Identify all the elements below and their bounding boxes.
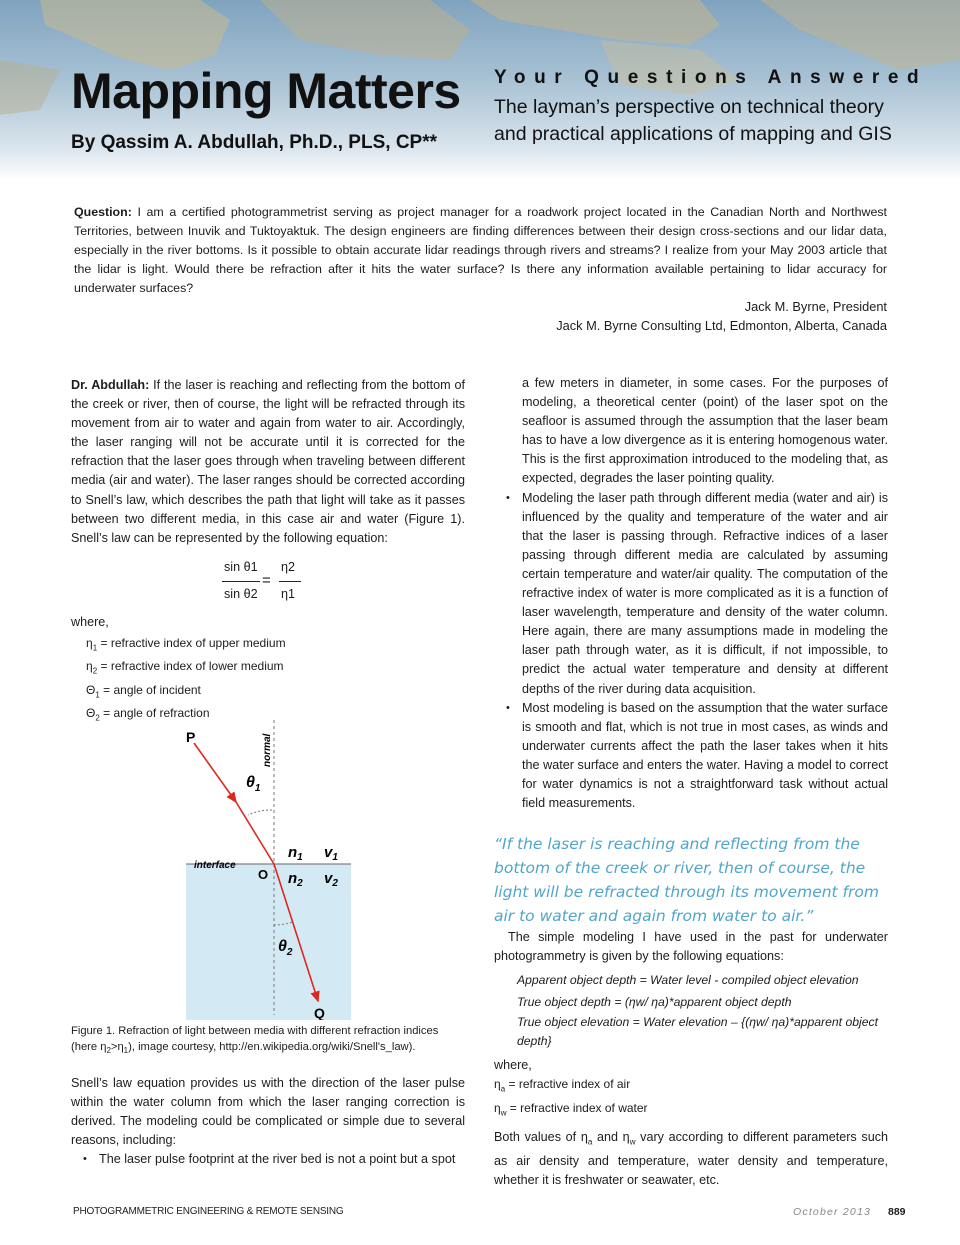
eq-denominator-left: sin θ2 [224,587,258,601]
equation-line: True object elevation = Water elevation – {(ηw/ ηa)*apparent object depth} [517,1015,878,1048]
theta2-label: $\theta_2$ [278,938,293,958]
definition-item: $\eta_2$ = refractive index of lower medium [86,659,284,676]
signature-name: Jack M. Byrne, President [744,299,887,314]
answer-paragraph-1: If the laser is reaching and reflecting from the bottom of the creek or river, then of course, the light will be refracted through its movement from air to water and again from water to air. Accordingly, the laser ranging will not be accurate until it is corrected for the refraction that the laser goes through when traveling between different media (air and water). The laser ranges should be corrected according to Snell’s law, which describes the path that light will take as it passes between two different media, in this case air and water (Figure 1). Snell’s law can be represented by the following equation: [71,378,465,545]
where-block [494,1056,888,1190]
n1-label: $n_1$ [288,844,303,863]
right-column-text [494,374,888,813]
closing-paragraph: Both values of $\eta_a$ and $\eta_w$ vary according to different parameters such as air density and temperature, water density and temperature, whether it is freshwater or seawater, etc. [494,1130,889,1187]
where-label: where, [494,1058,532,1072]
figure-caption: Figure 1. Refraction of light between media with different refraction indices (here $\eta_2>\eta_1$), image courtesy, http://en.wikipedia.org/wiki/Snell's_law). [71,1025,439,1056]
definition-item: $\eta_1$ = refractive index of upper medium [86,636,286,653]
point-q-label: Q [314,1005,325,1020]
theta1-label: $\theta_1$ [246,774,261,794]
eq-denominator-right: η1 [281,587,296,601]
footer-journal: PHOTOGRAMMETRIC ENGINEERING & REMOTE SENSING [73,1206,344,1217]
definition-item: $\eta_a$ = refractive index of air [494,1077,631,1094]
v1-label: $v_1$ [324,844,338,863]
eq-equals: = [262,572,271,589]
list-item-continued: a few meters in diameter, in some cases. For the purposes of modeling, a theoretical center (point) of the laser spot on the seafloor is assumed through the assumption that the laser beam has to have a low divergence as it is entering homogenous water. This is the first approximation introduced to the modeling that, as expected, degrades the laser pointing quality. [522,376,888,486]
eq-numerator-left: sin θ1 [224,560,258,574]
equation-line: True object depth = (ηw/ ηa)*apparent object depth [517,994,792,1009]
list-item: • The laser pulse footprint at the river bed is not a point but a spot [71,1150,465,1169]
answer-label: Dr. Abdullah: [71,378,150,392]
reasons-list-part2 [494,489,888,814]
definition-item: $\Theta_2$ = angle of refraction [86,706,210,723]
pull-quote: “If the laser is reaching and reflecting from the bottom of the creek or river, then of course, the light will be refracted through its movement from air to water and again from water to air.” [494,835,879,925]
modeling-equations [517,970,892,1051]
footer-date: October 2013 [793,1206,872,1218]
modeling-intro [494,928,888,966]
snells-law-equation [222,560,302,610]
page-title: Mapping Matters [71,63,461,119]
incident-ray-arrow [194,743,236,802]
interface-label: interface [194,860,236,871]
answer-paragraph-3: The simple modeling I have used in the past for underwater photogrammetry is given by the following equations: [494,930,888,964]
n2-label: $n_2$ [288,870,303,889]
fraction-bar [279,581,301,582]
definition-item: $\eta_w$ = refractive index of water [494,1100,648,1117]
theta1-arc [248,810,272,815]
point-o-label: O [258,867,269,882]
v2-label: $v_2$ [324,870,338,889]
question-label: Question: [74,205,132,219]
answer-intro [71,376,465,548]
fraction-bar [222,581,260,582]
incident-ray [236,802,274,864]
answer-paragraph-2: Snell’s law equation provides us with the direction of the laser pulse within the water column from which the laser ranging correction is derived. The modeling could be complicated or simple due to several reasons, including: [71,1076,465,1148]
author-byline: By Qassim A. Abdullah, Ph.D., PLS, CP** [71,132,438,153]
refraction-diagram [186,715,356,1020]
answer-paragraph-2-block [71,1074,465,1169]
list-item: • Most modeling is based on the assumption that the water surface is smooth and flat, which is not true in most cases, as winds and underwater currents affect the path the laser takes when it hits the water surface and enters the water. Having a model to correct for water dynamics is not a straightforward task without actual field measurements. [494,699,888,814]
water-region [186,864,351,1020]
definition-item: $\Theta_1$ = angle of incident [86,682,201,700]
question-paragraph [74,203,887,298]
normal-label: normal [262,733,273,767]
section-heading: Your Questions Answered [494,67,928,88]
section-subtitle: The layman’s perspective on technical theory and practical applications of mapping and GIS [494,96,892,145]
question-text: I am a certified photogrammetrist serving as project manager for a roadwork project located in the Canadian North and Northwest Territories, between Inuvik and Tuktoyaktuk. The design engineers are finding differences between their design cross-sections and our lidar data, especially in the river bottoms. Is it possible to obtain accurate lidar readings through rivers and streams? I realize from your May 2003 article that the lidar is light. Would there be refraction after it hits the water surface? Is there any information available pertaining to lidar accuracy for underwater surfaces? [74,205,887,296]
point-p-label: P [186,729,196,745]
eq-numerator-right: η2 [281,560,296,574]
definition-list [86,634,286,728]
where-label: where, [71,615,109,629]
reasons-list-part1 [71,1150,465,1169]
signature-affiliation: Jack M. Byrne Consulting Ltd, Edmonton, Alberta, Canada [556,318,887,333]
page-number: 889 [888,1206,906,1218]
list-item: • Modeling the laser path through different media (water and air) is influenced by the quality and temperature of the water and air that the laser is passing through. Refractive indices of a laser passing through different media are calculated by assuming certain temperature and water/air quality. The computation of the refractive index of water is more complicated as it is a function of laser wavelength, temperature and density of the water column. Here again, there are many assumptions made in modeling the laser path through water, as it is difficult, if not impossible, to predict the actual water temperature and density at different depths of the river during data acquisition. [494,489,888,699]
equation-line: Apparent object depth = Water level - compiled object elevation [517,973,859,987]
